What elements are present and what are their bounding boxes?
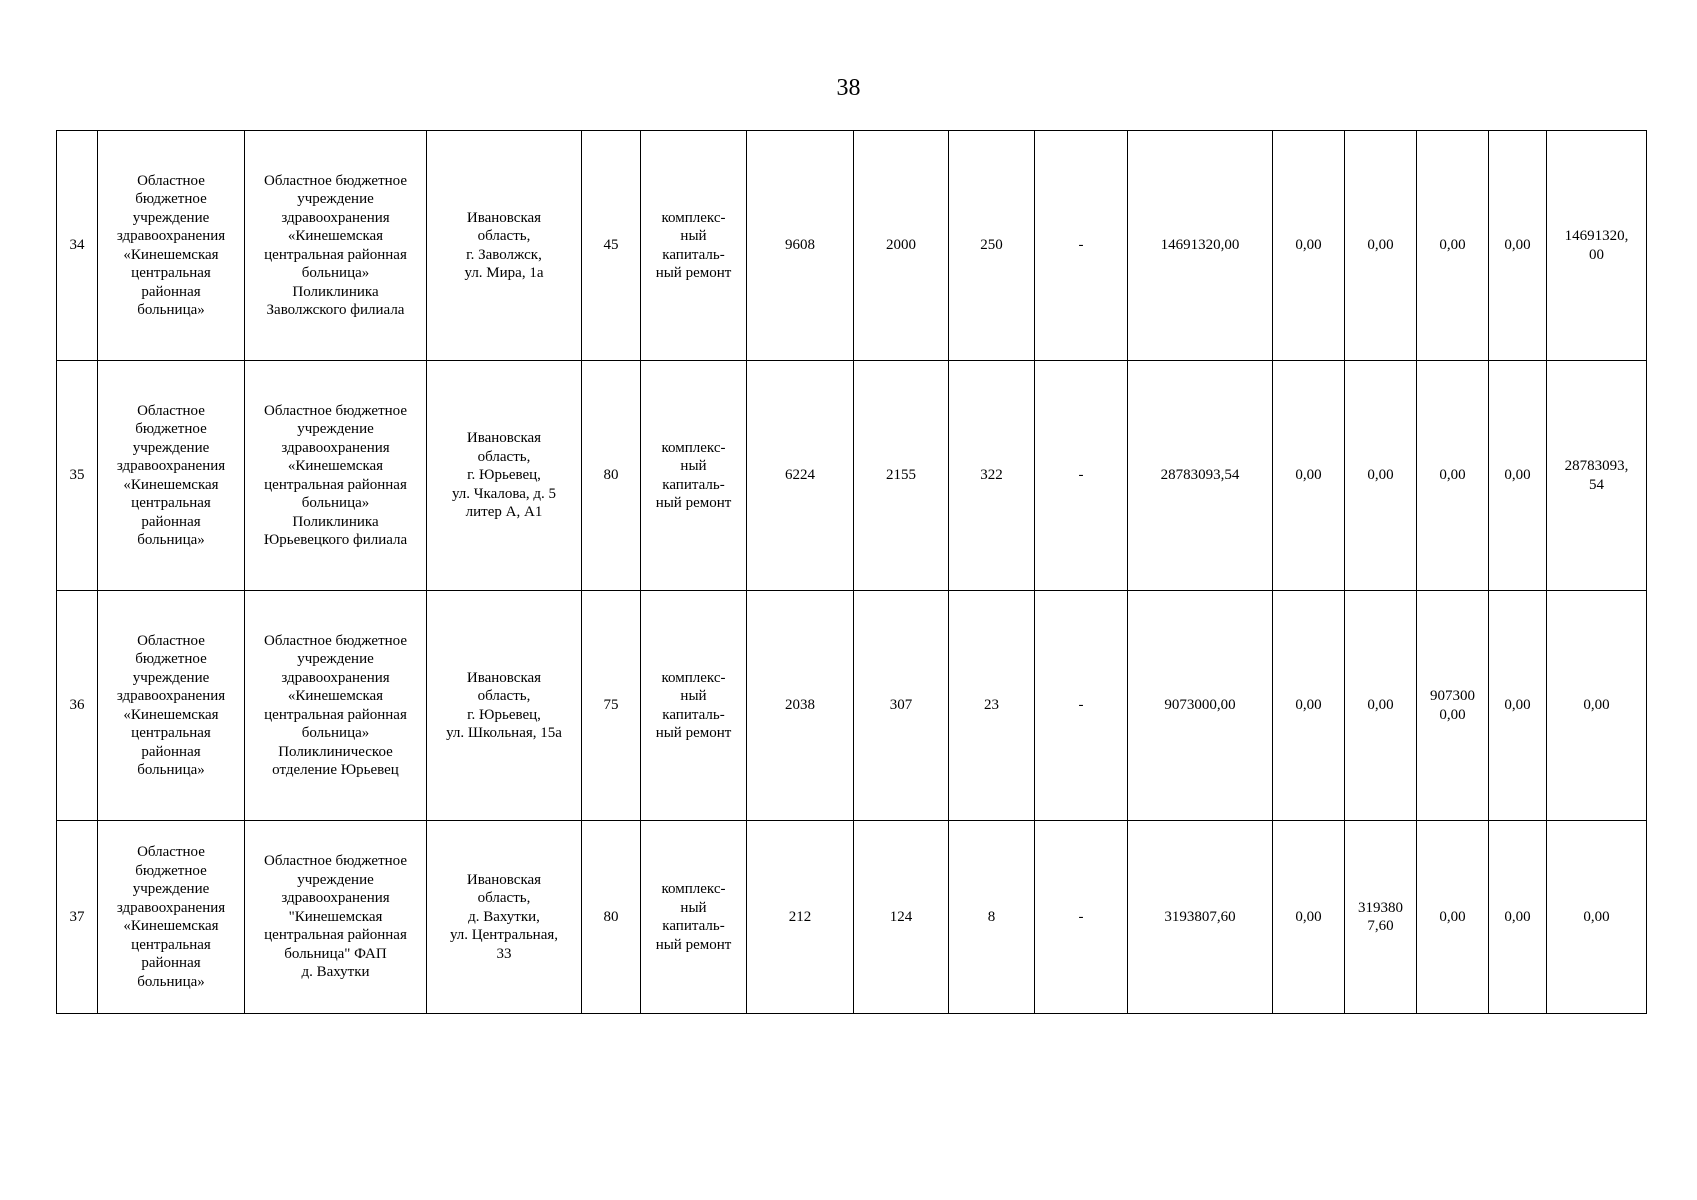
value-cell: 23 <box>949 591 1035 821</box>
value-cell: 307 <box>854 591 949 821</box>
total-cost-cell: 9073000,00 <box>1128 591 1273 821</box>
page-number: 38 <box>836 75 861 101</box>
customer-cell: Областное бюджетное учреждение здравоохранения «Кинешемская центральная районная больница» <box>98 591 245 821</box>
value-cell: 0,00 <box>1489 131 1547 361</box>
table-row <box>57 361 1647 591</box>
customer-cell: Областное бюджетное учреждение здравоохранения «Кинешемская центральная районная больница» <box>98 361 245 591</box>
object-name-cell: Областное бюджетное учреждение здравоохранения "Кинешемская центральная районная больница" ФАП д. Вахутки <box>245 821 427 1014</box>
customer-cell: Областное бюджетное учреждение здравоохранения «Кинешемская центральная районная больница» <box>98 821 245 1014</box>
table-row <box>57 591 1647 821</box>
address-cell: Ивановская область, г. Заволжск, ул. Мира, 1а <box>427 131 582 361</box>
value-cell: 0,00 <box>1489 361 1547 591</box>
value-cell: 0,00 <box>1417 131 1489 361</box>
value-cell: 80 <box>582 821 641 1014</box>
value-cell: 322 <box>949 361 1035 591</box>
value-cell: 212 <box>747 821 854 1014</box>
value-cell: 0,00 <box>1273 131 1345 361</box>
value-cell: - <box>1035 361 1128 591</box>
value-cell: 0,00 <box>1547 591 1647 821</box>
address-cell: Ивановская область, г. Юрьевец, ул. Школьная, 15а <box>427 591 582 821</box>
work-type-cell: комплекс- ный капиталь- ный ремонт <box>641 821 747 1014</box>
address-cell: Ивановская область, г. Юрьевец, ул. Чкалова, д. 5 литер А, А1 <box>427 361 582 591</box>
value-cell: 0,00 <box>1345 131 1417 361</box>
value-cell: 2000 <box>854 131 949 361</box>
object-name-cell: Областное бюджетное учреждение здравоохранения «Кинешемская центральная районная больница» Поликлиническое отделение Юрьевец <box>245 591 427 821</box>
value-cell: 28783093, 54 <box>1547 361 1647 591</box>
value-cell: 124 <box>854 821 949 1014</box>
value-cell: 0,00 <box>1273 591 1345 821</box>
value-cell: 75 <box>582 591 641 821</box>
value-cell: 0,00 <box>1547 821 1647 1014</box>
value-cell: 8 <box>949 821 1035 1014</box>
value-cell: - <box>1035 131 1128 361</box>
table-row <box>57 131 1647 361</box>
value-cell: 2038 <box>747 591 854 821</box>
work-type-cell: комплекс- ный капиталь- ный ремонт <box>641 591 747 821</box>
value-cell: 0,00 <box>1273 821 1345 1014</box>
total-cost-cell: 3193807,60 <box>1128 821 1273 1014</box>
value-cell: 0,00 <box>1417 361 1489 591</box>
value-cell: 319380 7,60 <box>1345 821 1417 1014</box>
value-cell: 2155 <box>854 361 949 591</box>
value-cell: 6224 <box>747 361 854 591</box>
value-cell: 0,00 <box>1417 821 1489 1014</box>
total-cost-cell: 14691320,00 <box>1128 131 1273 361</box>
object-name-cell: Областное бюджетное учреждение здравоохранения «Кинешемская центральная районная больница» Поликлиника Заволжского филиала <box>245 131 427 361</box>
customer-cell: Областное бюджетное учреждение здравоохранения «Кинешемская центральная районная больница» <box>98 131 245 361</box>
object-name-cell: Областное бюджетное учреждение здравоохранения «Кинешемская центральная районная больница» Поликлиника Юрьевецкого филиала <box>245 361 427 591</box>
value-cell: - <box>1035 591 1128 821</box>
value-cell: 80 <box>582 361 641 591</box>
work-type-cell: комплекс- ный капиталь- ный ремонт <box>641 361 747 591</box>
value-cell: 0,00 <box>1345 591 1417 821</box>
value-cell: 45 <box>582 131 641 361</box>
value-cell: 907300 0,00 <box>1417 591 1489 821</box>
row-number-cell: 35 <box>57 361 98 591</box>
value-cell: 0,00 <box>1345 361 1417 591</box>
row-number-cell: 37 <box>57 821 98 1014</box>
value-cell: 9608 <box>747 131 854 361</box>
work-type-cell: комплекс- ный капиталь- ный ремонт <box>641 131 747 361</box>
value-cell: - <box>1035 821 1128 1014</box>
row-number-cell: 36 <box>57 591 98 821</box>
value-cell: 14691320, 00 <box>1547 131 1647 361</box>
address-cell: Ивановская область, д. Вахутки, ул. Центральная, 33 <box>427 821 582 1014</box>
row-number-cell: 34 <box>57 131 98 361</box>
table-row <box>57 821 1647 1014</box>
total-cost-cell: 28783093,54 <box>1128 361 1273 591</box>
value-cell: 0,00 <box>1489 821 1547 1014</box>
objects-table <box>56 130 1647 1014</box>
value-cell: 0,00 <box>1489 591 1547 821</box>
value-cell: 250 <box>949 131 1035 361</box>
value-cell: 0,00 <box>1273 361 1345 591</box>
